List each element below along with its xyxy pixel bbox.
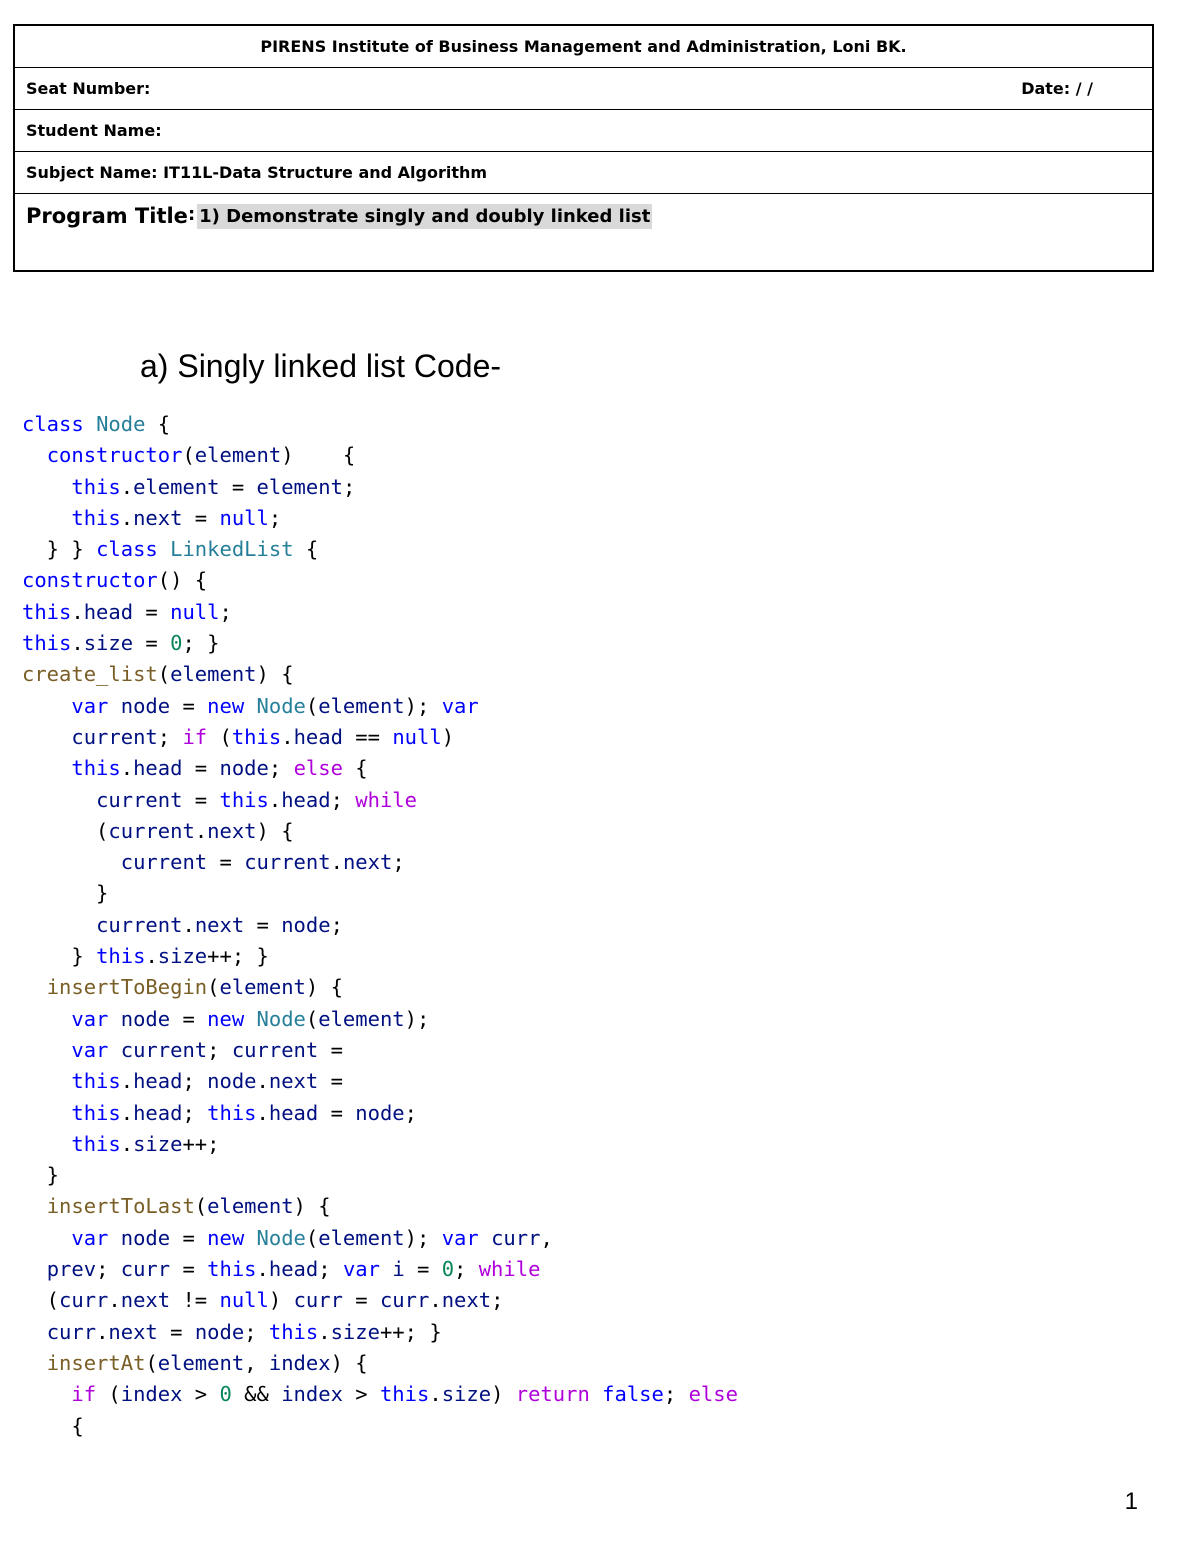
code-text: . [120,1100,134,1125]
code-keyword: null [219,1288,269,1313]
code-keyword: var [441,1225,479,1250]
code-text [244,1226,256,1250]
code-identifier: next [133,505,183,530]
code-text: ; [392,850,405,875]
code-text: { [145,412,171,436]
code-text: ( [194,1194,208,1219]
code-line [22,1379,738,1410]
code-text [22,1226,71,1250]
code-keyword: this [71,756,121,781]
code-identifier: index [281,1382,343,1407]
code-line [22,565,738,596]
code-text: ; [318,1257,343,1282]
code-identifier: curr [120,1257,171,1282]
code-identifier: next [268,1069,319,1094]
code-identifier: node [207,1069,257,1094]
code-line [22,1160,738,1191]
code-keyword: this [71,505,121,530]
code-identifier: current [96,912,183,937]
code-text: = [318,1069,343,1094]
code-line [22,1223,738,1254]
code-keyword: var [71,1225,109,1250]
code-text [244,694,256,718]
code-text: . [429,1288,442,1313]
student-name-row [15,110,1152,152]
code-text [22,694,71,718]
code-control-keyword: else [688,1382,738,1407]
code-text: ++; } [207,944,269,969]
code-text: ; [96,1257,121,1282]
code-text [22,1351,47,1375]
code-identifier: i [392,1257,405,1282]
code-identifier: index [268,1350,331,1375]
code-text: ) [441,724,455,749]
code-keyword: var [71,1006,109,1031]
seat-date-row [15,68,1152,110]
subject-name-label: Subject Name: IT11L-Data Structure and Algorithm [26,163,488,182]
code-text [479,1226,491,1250]
code-text: ) { [293,1194,331,1219]
code-identifier: node [281,912,331,937]
code-identifier: node [355,1100,405,1125]
code-line [22,1348,738,1379]
code-text: ; [330,787,356,812]
code-line [22,1035,738,1066]
code-identifier: current [96,787,183,812]
code-text: ; [663,1382,689,1407]
code-text [108,1007,120,1031]
code-text [22,1101,71,1125]
code-identifier: element [133,474,220,499]
code-text: . [256,1257,269,1282]
code-text [22,788,96,812]
code-line [22,1254,738,1285]
code-text: > [182,1382,220,1407]
code-text [22,913,96,937]
code-text: = [133,631,171,656]
code-text: . [71,631,84,656]
code-line [22,659,738,690]
code-text: . [330,850,343,875]
code-identifier: size [441,1382,492,1407]
code-keyword: this [71,1131,121,1156]
code-text [244,1007,256,1031]
code-text: = [404,1257,442,1282]
code-identifier: curr [491,1225,541,1250]
code-keyword: new [207,1006,245,1031]
code-text [22,756,71,780]
code-identifier: current [231,1037,319,1062]
code-text: } } [22,537,97,562]
code-text: ( [305,693,319,718]
code-keyword: this [207,1257,257,1282]
code-text: . [256,1100,269,1125]
subject-row [15,152,1152,194]
code-text [22,1382,71,1406]
code-keyword: new [207,1225,245,1250]
code-text: ); [404,693,442,718]
code-text: ; [182,1069,208,1094]
code-text: , [244,1350,269,1375]
code-keyword: constructor [22,568,158,593]
code-identifier: node [120,693,171,718]
code-keyword: null [392,724,442,749]
code-keyword: this [268,1319,319,1344]
code-text: && [231,1382,282,1407]
code-text [22,506,71,530]
code-keyword: null [219,505,269,530]
code-line [22,691,738,722]
code-line [22,941,738,972]
code-identifier: head [281,787,331,812]
code-line [22,1004,738,1035]
code-text [22,1007,71,1031]
code-number: 0 [170,631,183,656]
code-number: 0 [441,1257,455,1282]
code-identifier: element [219,975,306,1000]
code-keyword: this [71,1100,121,1125]
code-function-name: insertToLast [46,1194,195,1219]
code-text: ; [342,474,356,499]
code-keyword: var [342,1257,380,1282]
code-text [22,1069,71,1093]
code-control-keyword: if [182,724,208,749]
code-identifier: curr [293,1288,343,1313]
code-control-keyword: while [478,1257,541,1282]
page-number: 1 [1124,1488,1138,1515]
code-line [22,1285,738,1316]
code-identifier: node [120,1006,171,1031]
code-identifier: next [194,912,245,937]
code-text: } [22,944,97,969]
code-identifier: element [157,1350,245,1375]
code-text [22,1257,47,1281]
code-identifier: size [83,631,134,656]
code-identifier: size [133,1131,183,1156]
code-keyword: this [22,631,72,656]
code-text: . [120,756,134,781]
code-keyword: constructor [46,443,183,468]
code-line [22,1411,738,1442]
code-text: ++; } [379,1319,442,1344]
code-text: . [182,912,195,937]
code-text: = [170,1257,208,1282]
code-keyword: this [219,787,269,812]
code-line [22,409,738,440]
code-control-keyword: return [515,1382,590,1407]
code-line [22,472,738,503]
code-keyword: null [170,599,220,624]
code-text [22,975,47,999]
code-text: ) [268,1288,294,1313]
code-text: ; [268,756,294,781]
code-keyword: this [207,1100,257,1125]
code-identifier: head [133,1069,183,1094]
code-identifier: current [108,818,195,843]
code-identifier: size [157,944,208,969]
code-function-name: insertToBegin [46,975,208,1000]
code-text: . [145,944,158,969]
code-text [22,1194,47,1218]
code-line [22,972,738,1003]
section-title: a) Singly linked list Code- [140,348,502,384]
code-text: () { [157,568,208,593]
code-control-keyword: else [293,756,343,781]
code-text: ( [207,975,220,1000]
code-control-keyword: while [355,787,417,812]
code-identifier: current [120,1037,208,1062]
code-block [22,409,738,1442]
code-identifier: current [120,850,208,875]
code-identifier: next [342,850,393,875]
code-function-name: create_list [22,662,158,687]
code-identifier: size [330,1319,380,1344]
code-text: } [22,881,109,906]
code-text: = [182,756,220,781]
code-text: ; [182,1100,208,1125]
code-text: = [342,1288,380,1313]
code-text: ( [305,1006,319,1031]
code-keyword: this [22,599,72,624]
code-identifier: next [120,1288,171,1313]
code-text: ( [182,443,195,468]
code-line [22,910,738,941]
code-text: ( [207,724,232,749]
code-text: . [256,1069,269,1094]
code-line [22,722,738,753]
code-text: ; } [182,631,220,656]
code-text: = [157,1319,195,1344]
code-text [108,694,120,718]
code-text: ) { [305,975,343,1000]
program-title-colon: : [187,204,196,225]
code-identifier: curr [46,1319,97,1344]
code-function-name: insertAt [46,1350,146,1375]
date-label: Date: / / [1021,79,1093,98]
code-text: { [342,756,368,781]
code-identifier: element [318,693,405,718]
code-text: ; [404,1100,417,1125]
code-line [22,1098,738,1129]
code-text: = [207,850,245,875]
code-text: . [71,599,84,624]
code-line [22,1129,738,1160]
code-line [22,628,738,659]
code-line [22,1066,738,1097]
code-keyword: var [71,693,109,718]
code-line [22,1191,738,1222]
code-keyword: new [207,693,245,718]
code-text: = [182,505,220,530]
code-text [22,1320,47,1344]
code-text: = [182,787,220,812]
code-text: ; [491,1288,504,1313]
code-keyword: this [231,724,282,749]
code-number: 0 [219,1382,232,1407]
code-text: ; [244,1319,269,1344]
code-identifier: node [194,1319,245,1344]
code-text: ++; [182,1131,220,1156]
code-text: . [108,1288,121,1313]
code-text: ) { [330,1350,368,1375]
code-keyword: this [71,1069,121,1094]
code-identifier: head [83,599,134,624]
code-class-name: Node [96,412,146,436]
code-text: = [244,912,282,937]
code-identifier: prev [46,1257,97,1282]
student-name-label: Student Name: [26,121,162,140]
code-identifier: current [71,724,158,749]
code-text: ) { [281,443,356,468]
code-text: ; [268,505,282,530]
code-text: ) { [256,818,294,843]
code-line [22,440,738,471]
code-keyword: this [379,1382,430,1407]
code-text: . [120,505,134,530]
code-text: { [22,1413,84,1438]
code-text: . [120,1069,134,1094]
code-class-name: LinkedList [170,537,294,562]
code-text [22,1038,71,1062]
code-text: != [170,1288,220,1313]
code-keyword: this [96,944,146,969]
seat-number-label: Seat Number: [26,79,151,98]
institute-row [15,26,1152,68]
code-text: ); [404,1225,442,1250]
header-table [13,24,1154,272]
code-identifier: next [207,818,257,843]
code-text: ; [219,599,232,624]
code-text: } [22,1163,60,1188]
code-keyword: var [441,693,479,718]
code-text: ; [330,912,343,937]
program-title-label: Program Title [26,204,188,228]
code-text: ) { [256,662,294,687]
code-line [22,503,738,534]
code-identifier: next [108,1319,158,1344]
code-text: { [293,537,319,562]
code-text: . [120,474,134,499]
code-text: . [120,1131,134,1156]
code-identifier: head [133,1100,183,1125]
code-text: ( [305,1225,319,1250]
code-text: , [540,1225,553,1250]
code-text: ( [22,1288,60,1313]
program-title-row [15,194,1152,270]
code-text: = [318,1037,343,1062]
code-identifier: index [120,1382,183,1407]
code-text: = [133,599,171,624]
code-class-name: Node [256,693,306,718]
program-title-value: 1) Demonstrate singly and doubly linked list [199,206,651,227]
code-identifier: next [441,1288,492,1313]
code-line [22,878,738,909]
code-text: ; [157,724,183,749]
code-line [22,816,738,847]
code-text [22,475,71,499]
code-text: ); [404,1006,430,1031]
code-text [22,443,47,467]
code-identifier: element [256,474,343,499]
code-text: . [281,724,294,749]
code-text: = [219,474,257,499]
code-text: . [194,818,208,843]
code-text: ( [22,818,109,843]
code-text [590,1382,602,1406]
code-text: . [318,1319,331,1344]
code-line [22,753,738,784]
code-text: ( [145,1350,158,1375]
code-text: = [170,1225,208,1250]
code-line [22,847,738,878]
code-identifier: head [293,724,343,749]
code-text: . [268,787,282,812]
code-text [22,1132,71,1156]
code-identifier: curr [59,1288,109,1313]
code-identifier: element [318,1225,405,1250]
code-text: > [342,1382,380,1407]
code-class-name: Node [256,1225,306,1250]
code-line [22,597,738,628]
code-identifier: head [133,756,183,781]
code-text [158,537,170,561]
code-text: == [342,724,393,749]
code-text: ( [96,1382,121,1407]
code-identifier: node [120,1225,171,1250]
code-identifier: element [170,662,257,687]
code-text: ; [454,1257,479,1282]
code-text [22,725,71,749]
code-identifier: current [244,850,331,875]
code-identifier: element [318,1006,405,1031]
code-text: . [96,1319,109,1344]
code-text [380,1257,392,1281]
code-identifier: node [219,756,269,781]
code-line [22,1317,738,1348]
code-text: = [318,1100,356,1125]
code-identifier: curr [379,1288,430,1313]
code-identifier: element [194,443,282,468]
institute-name: PIRENS Institute of Business Management and Administration, Loni BK. [260,37,907,56]
code-identifier: head [268,1257,319,1282]
code-text [108,1226,120,1250]
code-control-keyword: if [71,1382,97,1407]
code-text [22,850,121,874]
code-keyword: class [22,412,84,436]
code-keyword: this [71,474,121,499]
code-identifier: element [207,1194,294,1219]
code-text [84,412,96,436]
code-text: = [170,693,208,718]
code-class-name: Node [256,1006,306,1031]
code-keyword: class [96,537,158,562]
code-keyword: var [71,1037,109,1062]
code-identifier: head [268,1100,319,1125]
code-line [22,785,738,816]
code-text: . [429,1382,442,1407]
code-keyword: false [602,1382,664,1407]
code-text: = [170,1006,208,1031]
code-text: ) [491,1382,516,1407]
code-text [108,1038,120,1062]
code-line [22,534,738,565]
code-text: ; [207,1037,232,1062]
code-text: ( [157,662,171,687]
